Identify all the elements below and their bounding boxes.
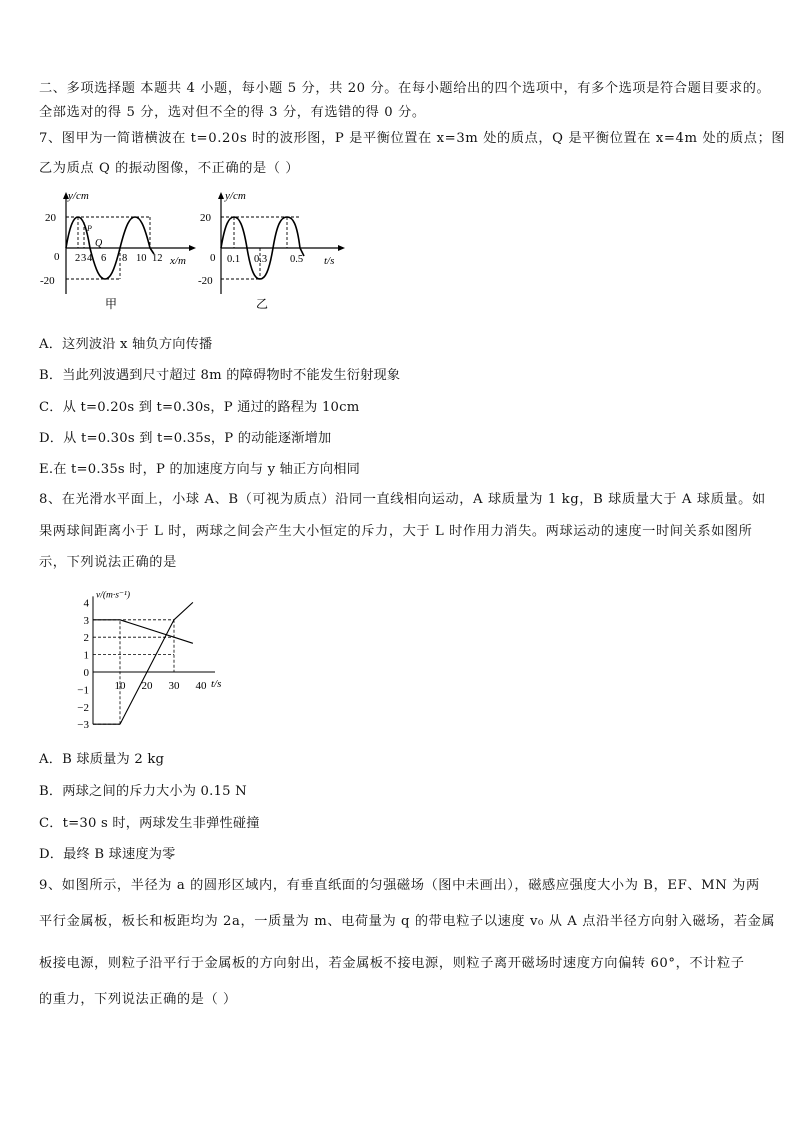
- caption-yi: 乙: [256, 297, 269, 311]
- t-tick-0.1: 0.1: [227, 254, 241, 265]
- q8-vt-chart: [38, 584, 222, 734]
- q7-option-d: D．从 t=0.30s 到 t=0.35s，P 的动能逐渐增加: [39, 431, 332, 446]
- y-tick-minus20: -20: [198, 275, 213, 287]
- x-tick-label: 20: [141, 680, 153, 692]
- y-tick-label: 3: [83, 614, 89, 627]
- x-tick-2: 2: [75, 253, 81, 264]
- q8-stem-line2: 果两球间距离小于 L 时，两球之间会产生大小恒定的斥力，大于 L 时作用力消失。两球运动的速度一时间关系如图所: [39, 524, 753, 539]
- q8-option-c: C．t=30 s 时，两球发生非弹性碰撞: [39, 816, 260, 831]
- x-axis-label: x/m: [170, 255, 186, 267]
- x-axis-label: t/s: [211, 678, 222, 690]
- section-header-line1: 二、多项选择题 本题共 4 小题，每小题 5 分，共 20 分。在每小题给出的四个选项中，有多个选项是符合题目要求的。: [39, 81, 771, 96]
- q9-stem-line1: 9、如图所示，半径为 a 的圆形区域内，有垂直纸面的匀强磁场（图中未画出），磁感应强度大小为 B，EF、MN 为两: [39, 878, 760, 893]
- q9-stem-line4: 的重力，下列说法正确的是（ ）: [39, 992, 237, 1007]
- q8-option-b: B．两球之间的斥力大小为 0.15 N: [39, 784, 247, 799]
- y-tick-minus20: -20: [40, 275, 55, 287]
- x-tick-10: 10: [136, 253, 147, 264]
- y-axis-arrow: [218, 192, 224, 199]
- x-tick-label: 30: [168, 680, 180, 692]
- q7-option-c: C．从 t=0.20s 到 t=0.30s，P 通过的路程为 10cm: [39, 400, 360, 415]
- y-tick-label: 4: [83, 597, 89, 610]
- x-tick-4: 4: [87, 253, 93, 264]
- q8-stem-line1: 8、在光滑水平面上，小球 A、B（可视为质点）沿同一直线相向运动，A 球质量为 1 kg，B 球质量大于 A 球质量。如: [39, 492, 766, 507]
- origin-label: 0: [210, 252, 216, 264]
- q8-option-a: A．B 球质量为 2 kg: [39, 752, 165, 767]
- q7-option-a: A．这列波沿 x 轴负方向传播: [39, 337, 213, 352]
- x-tick-label: 10: [114, 680, 126, 692]
- q7-figure-yi: [198, 184, 348, 312]
- x-axis-label: t/s: [324, 255, 335, 267]
- q7-option-b: B．当此列波遇到尺寸超过 8m 的障碍物时不能发生衍射现象: [39, 368, 401, 383]
- q9-stem-line2: 平行金属板，板长和板距均为 2a，一质量为 m、电荷量为 q 的带电粒子以速度 v₀ 从 A 点沿半径方向射入磁场，若金属: [39, 914, 776, 929]
- t-tick-0.3: 0.3: [254, 254, 268, 265]
- t-tick-0.5: 0.5: [290, 254, 304, 265]
- caption-jia: 甲: [105, 297, 118, 311]
- y-tick-label: 2: [83, 632, 89, 645]
- y-axis-label: y/cm: [225, 190, 246, 202]
- q7-stem-line2: 乙为质点 Q 的振动图像，不正确的是（ ）: [39, 161, 300, 176]
- point-q-label: Q: [95, 238, 103, 249]
- series-1-segment-3: [174, 637, 193, 643]
- y-tick-label: −3: [77, 719, 89, 732]
- x-tick-label: 40: [195, 680, 207, 692]
- q8-stem-line3: 示，下列说法正确的是: [39, 555, 177, 570]
- x-axis-arrow: [338, 245, 345, 251]
- origin-label: 0: [54, 251, 60, 263]
- y-tick-20: 20: [45, 212, 56, 224]
- q7-option-e: E.在 t=0.35s 时，P 的加速度方向与 y 轴正方向相同: [39, 462, 360, 477]
- y-tick-label: −2: [77, 701, 89, 714]
- x-tick-6: 6: [101, 253, 107, 264]
- series-2-segment-3: [174, 602, 193, 619]
- y-axis-label: y/cm: [68, 190, 89, 202]
- x-axis-arrow: [189, 245, 196, 251]
- section-header-line2: 全部选对的得 5 分，选对但不全的得 3 分，有选错的得 0 分。: [39, 105, 426, 120]
- x-tick-12: 12: [152, 253, 163, 264]
- q7-stem-line1: 7、图甲为一简谐横波在 t=0.20s 时的波形图，P 是平衡位置在 x=3m 处的质点，Q 是平衡位置在 x=4m 处的质点；图: [39, 131, 786, 146]
- y-tick-label: 0: [83, 667, 89, 679]
- y-tick-label: 1: [83, 649, 89, 662]
- point-p-label: P: [87, 224, 92, 233]
- y-axis-label: v/(m·s⁻¹): [96, 590, 130, 601]
- y-tick-label: −1: [77, 684, 89, 697]
- q8-option-d: D．最终 B 球速度为零: [39, 847, 176, 862]
- q9-stem-line3: 板接电源，则粒子沿平行于金属板的方向射出，若金属板不接电源，则粒子离开磁场时速度方向偏转 60°，不计粒子: [39, 956, 745, 971]
- y-tick-20: 20: [200, 212, 211, 224]
- x-tick-8: 8: [122, 253, 128, 264]
- x-tick-3: 3: [81, 253, 87, 264]
- q7-figure-jia: [38, 184, 200, 312]
